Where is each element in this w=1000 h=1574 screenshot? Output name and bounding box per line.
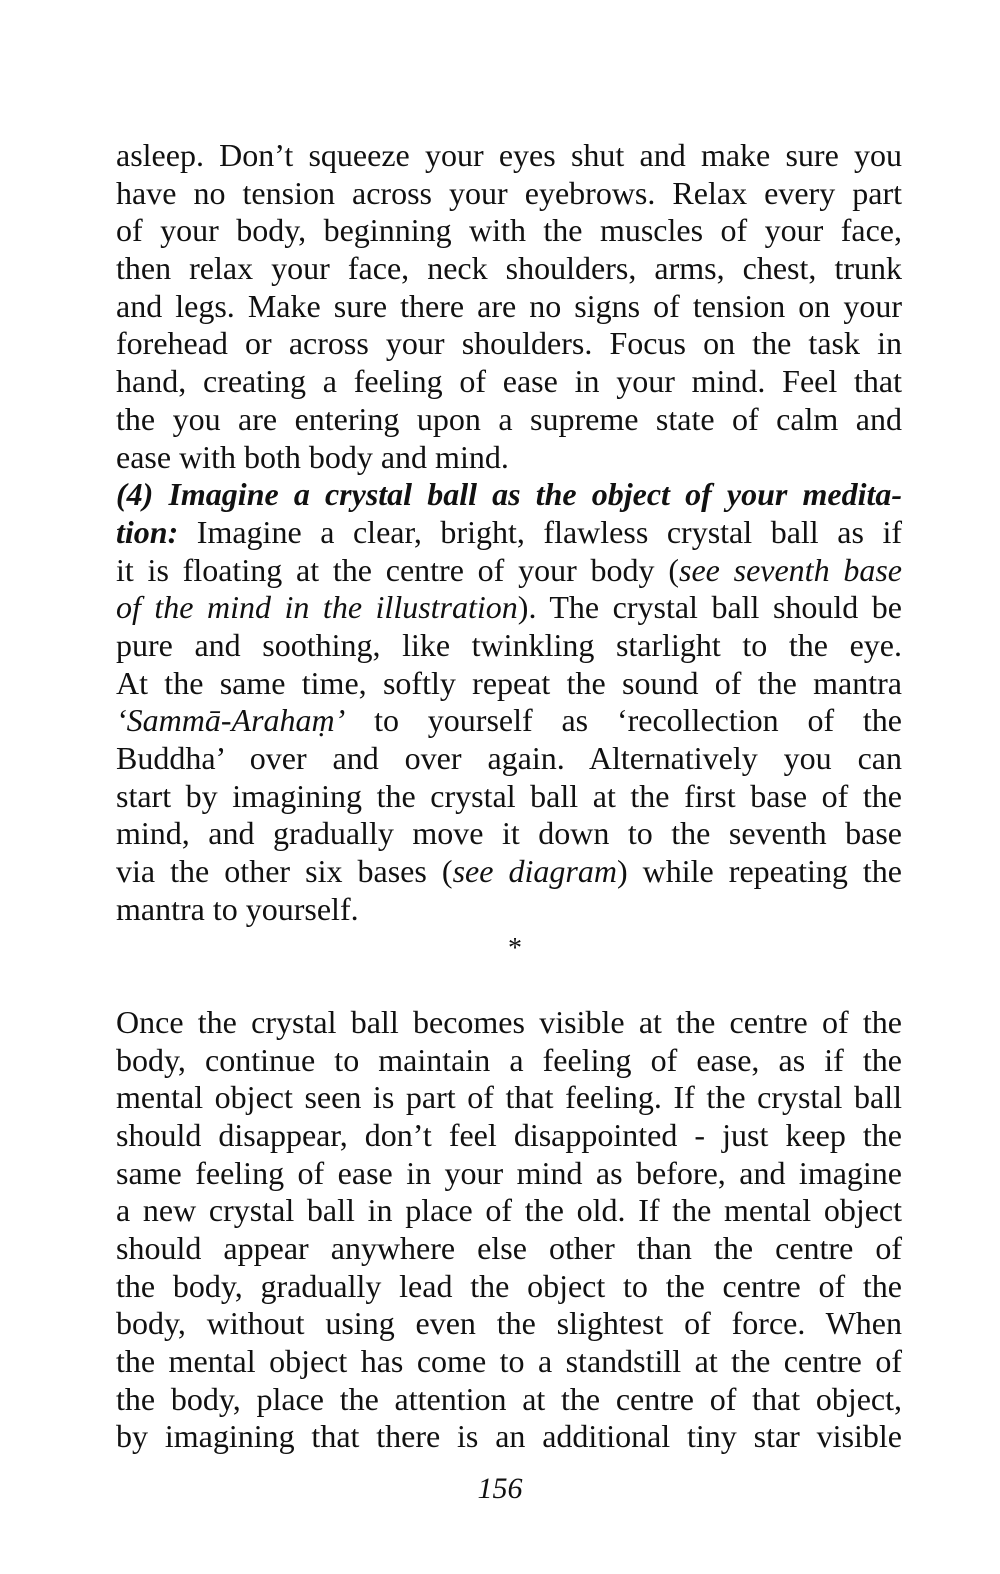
text-line: mantra to yourself. (116, 890, 359, 927)
text-line (116, 702, 902, 740)
step-4-heading (116, 476, 902, 514)
text-line: the body, gradually lead the object to the centre of the (116, 1267, 902, 1304)
text-line: body, without using even the slightest of force. When (116, 1305, 902, 1342)
text-line: by imagining that there is an additional tiny star visible (116, 1418, 902, 1455)
italic-reference: see diagram (452, 853, 617, 890)
text-line: the you are entering upon a supreme state of calm and (116, 400, 902, 437)
text-line: mind, and gradually move it down to the seventh base (116, 815, 902, 852)
text-line: asleep. Don’t squeeze your eyes shut and make sure you (116, 137, 902, 173)
page-body (116, 137, 902, 1456)
text-line (116, 514, 902, 552)
paragraph-1 (116, 137, 902, 476)
step-4-heading-line-2: tion: (116, 513, 179, 550)
text-line: At the same time, softly repeat the sound of the mantra (116, 664, 902, 701)
text-line: the mental object has come to a standstill at the centre of (116, 1343, 902, 1379)
text-line: then relax your face, neck shoulders, arms, chest, trunk (116, 250, 902, 287)
text-line: same feeling of ease in your mind as before, and imagine (116, 1154, 902, 1191)
asterisk-separator: * (508, 933, 522, 965)
text-line: the body, place the attention at the centre of that object, (116, 1380, 902, 1417)
text-line: Once the crystal ball becomes visible at the centre of the (116, 1003, 902, 1040)
paragraph-2 (116, 1004, 902, 1456)
step-4-heading-line-1: (4) Imagine a crystal ball as the object of your medita- (116, 476, 902, 513)
italic-reference: see seventh base (678, 551, 903, 588)
text-line (116, 552, 902, 590)
text-segment: to yourself as ‘recollection of the (345, 702, 902, 739)
mantra-text: ‘Sammā-Arahaṃ’ (116, 702, 346, 739)
text-line: have no tension across your eyebrows. Relax every part (116, 174, 902, 211)
text-line: pure and soothing, like twinkling starlight to the eye. (116, 626, 902, 663)
text-line: a new crystal ball in place of the old. If the mental object (116, 1192, 902, 1229)
text-line (116, 589, 902, 627)
step-4-paragraph (116, 476, 902, 928)
text-segment: ). The crystal ball should be (517, 589, 902, 626)
text-line: should appear anywhere else other than the centre of (116, 1229, 902, 1266)
italic-reference: of the mind in the illustration (116, 589, 518, 626)
text-line: should disappear, don’t feel disappointed - just keep the (116, 1116, 902, 1153)
text-line: and legs. Make sure there are no signs of tension on your (116, 287, 902, 324)
text-line: ease with both body and mind. (116, 438, 509, 475)
text-line (116, 853, 902, 891)
text-segment: Imagine a clear, bright, flawless crystal ball as if (178, 513, 902, 550)
text-segment: it is floating at the centre of your body ( (116, 551, 679, 588)
page-number: 156 (477, 1472, 523, 1505)
text-line: hand, creating a feeling of ease in your mind. Feel that (116, 363, 902, 400)
text-line: Buddha’ over and over again. Alternatively you can (116, 740, 902, 776)
text-line: mental object seen is part of that feeling. If the crystal ball (116, 1079, 902, 1116)
text-line: body, continue to maintain a feeling of ease, as if the (116, 1041, 902, 1078)
text-segment: ) while repeating the (616, 853, 903, 890)
section-separator (116, 928, 902, 966)
text-line: start by imagining the crystal ball at the first base of the (116, 777, 902, 814)
text-segment: via the other six bases ( (116, 853, 453, 890)
text-line: of your body, beginning with the muscles of your face, (116, 212, 902, 249)
text-line: forehead or across your shoulders. Focus on the task in (116, 325, 902, 362)
